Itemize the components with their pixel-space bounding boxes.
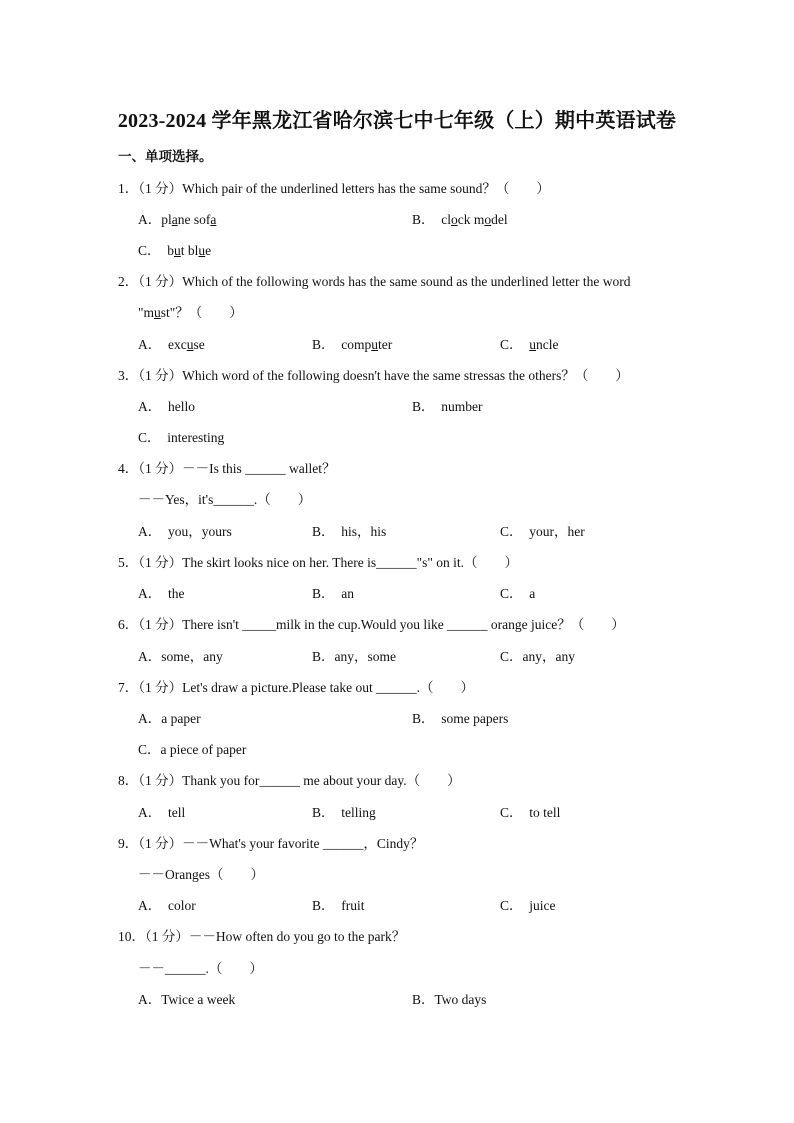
- question-4-stem-line2: －－Yes，it's______.（ ）: [138, 492, 312, 507]
- question-7-option-b: B． some papers: [412, 711, 509, 726]
- question-2-stem: 2．（1 分）Which of the following words has the same sound as the underlined letter the word: [118, 274, 631, 289]
- question-3-option-c: C． interesting: [138, 430, 225, 445]
- question-8-option-c: C． to tell: [500, 805, 561, 820]
- section-heading: 一、单项选择。: [118, 149, 213, 164]
- question-6-stem: 6．（1 分）There isn't _____milk in the cup.Would you like ______ orange juice？（ ）: [118, 617, 625, 632]
- question-10-stem: 10．（1 分）－－How often do you go to the park？: [118, 929, 406, 944]
- question-10-stem-line2: －－______.（ ）: [138, 961, 263, 976]
- question-3-option-b: B． number: [412, 399, 483, 414]
- question-9-stem: 9．（1 分）－－What's your favorite ______，Cindy？: [118, 836, 424, 851]
- question-10-option-a: A．Twice a week: [138, 992, 236, 1007]
- question-4-stem: 4．（1 分）－－Is this ______ wallet？: [118, 461, 336, 476]
- question-5-stem: 5．（1 分）The skirt looks nice on her. There is______"s" on it.（ ）: [118, 555, 518, 570]
- question-9-option-a: A． color: [138, 898, 196, 913]
- question-6-option-a: A．some，any: [138, 649, 223, 664]
- question-7-option-c: C．a piece of paper: [138, 742, 247, 757]
- question-1-option-b: B． clock model: [412, 212, 508, 227]
- question-8-option-b: B． telling: [312, 805, 376, 820]
- question-2-option-b: B． computer: [312, 337, 393, 352]
- question-9-stem-line2: －－Oranges（ ）: [138, 867, 264, 882]
- question-5-option-a: A． the: [138, 586, 185, 601]
- question-10-option-b: B．Two days: [412, 992, 487, 1007]
- question-6-option-c: C．any，any: [500, 649, 575, 664]
- question-6-option-b: B．any，some: [312, 649, 396, 664]
- page-title: 2023-2024 学年黑龙江省哈尔滨七中七年级（上）期中英语试卷: [117, 110, 677, 132]
- question-4-option-b: B． his，his: [312, 524, 387, 539]
- question-7-option-a: A．a paper: [138, 711, 201, 726]
- question-5-option-c: C． a: [500, 586, 536, 601]
- question-9-option-b: B． fruit: [312, 898, 365, 913]
- question-8-stem: 8．（1 分）Thank you for______ me about your day.（ ）: [118, 773, 461, 788]
- question-1-stem: 1．（1 分）Which pair of the underlined letters has the same sound？（ ）: [118, 181, 550, 196]
- question-2-stem-line2: "must"？（ ）: [138, 305, 243, 320]
- question-1-option-a: A．plane sofa: [138, 212, 217, 227]
- question-7-stem: 7．（1 分）Let's draw a picture.Please take out ______.（ ）: [118, 680, 474, 695]
- question-1-option-c: C． but blue: [138, 243, 212, 258]
- question-4-option-a: A． you，yours: [138, 524, 232, 539]
- question-3-stem: 3．（1 分）Which word of the following doesn't have the same stressas the others？（ ）: [118, 368, 629, 383]
- question-5-option-b: B． an: [312, 586, 354, 601]
- question-4-option-c: C． your，her: [500, 524, 585, 539]
- question-2-option-a: A． excuse: [138, 337, 205, 352]
- question-8-option-a: A． tell: [138, 805, 186, 820]
- question-9-option-c: C． juice: [500, 898, 556, 913]
- question-3-option-a: A． hello: [138, 399, 195, 414]
- question-2-option-c: C． uncle: [500, 337, 559, 352]
